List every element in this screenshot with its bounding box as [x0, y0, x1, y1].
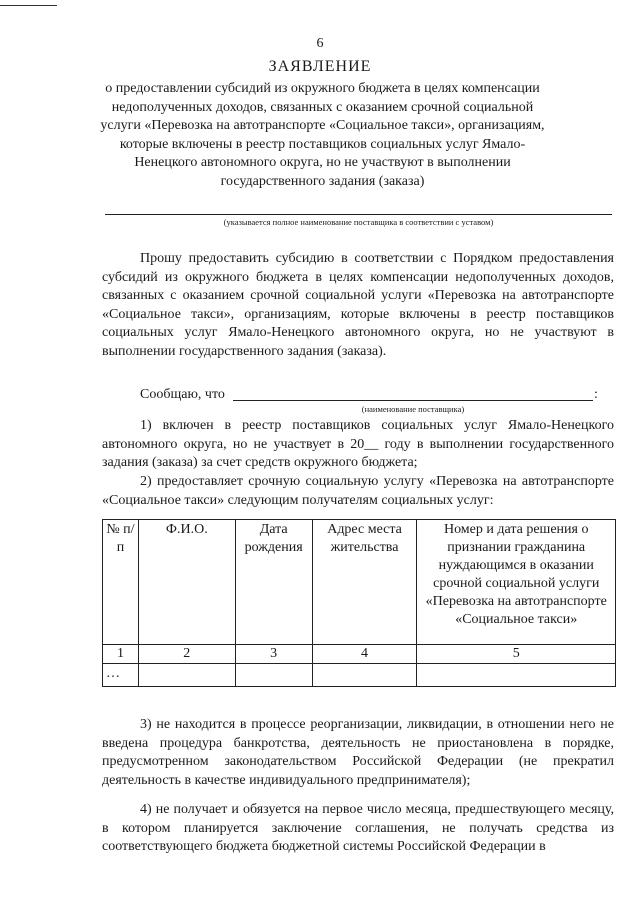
request-text: Прошу предоставить субсидию в соответствии с Порядком предоставления субсидий из окружного бюджета в целях компенсации недополученных доходов, связанных с оказанием срочной социальной услуги «Перевозка на автотранспорте «Социальное такси», организациям, которые включены в реестр поставщиков социальных услуг Ямало-Ненецкого автономного округа, но не участвуют в выполнении государственного задания (заказа). — [102, 251, 614, 359]
corner-mark — [0, 5, 57, 6]
table-cell — [138, 664, 235, 687]
document-title: ЗАЯВЛЕНИЕ — [268, 58, 372, 75]
recipients-table — [102, 519, 616, 687]
header-cell-decision: Номер и дата решения о признании гражданина нуждающимся в оказании срочной социальной услуги «Перевозка на автотранспорте «Социальное такси» — [417, 520, 616, 645]
table-cell: 5 — [417, 645, 616, 664]
document-subtitle: о предоставлении субсидий из окружного бюджета в целях компенсации недополученных доходов, связанных с оказанием срочной социальной услуги «Перевозка на автотранспорте «Социальное такси», организациям, которые включены в реестр поставщиков социальных услуг Ямало-Ненецкого автономного округа, но не участвуют в выполнении государственного задания (заказа) — [100, 81, 545, 189]
table-cell — [417, 664, 616, 687]
table-cell: … — [103, 664, 139, 687]
item-3 — [102, 716, 614, 790]
table-cell: 1 — [103, 645, 139, 664]
supplier-name-note: (указывается полное наименование поставщика в соответствии с уставом) — [223, 217, 494, 227]
table-cell: 4 — [312, 645, 417, 664]
item-4-text: 4) не получает и обязуется на первое число месяца, предшествующего месяцу, в котором планируется заключение соглашения, не получать средства из соответствующего бюджета бюджетной системы Российской Федерации в — [102, 802, 614, 854]
item-4 — [102, 801, 614, 857]
item-3-text: 3) не находится в процессе реорганизации, ликвидации, в отношении него не введена процедура банкротства, деятельность не приостановлена в порядке, предусмотренном законодательством Российской Федерации (не прекратил деятельность в качестве индивидуального предпринимателя); — [102, 717, 614, 788]
table-header-row — [103, 520, 616, 645]
supplier-name-line — [105, 214, 612, 215]
report-supplier-line — [233, 400, 593, 401]
header-cell-fio: Ф.И.О. — [138, 520, 235, 645]
table-row — [103, 664, 616, 687]
item-1 — [102, 417, 614, 473]
item-2 — [102, 473, 614, 510]
item-2-text: 2) предоставляет срочную социальную услугу «Перевозка на автотранспорте «Социальное такси» следующим получателям социальных услуг: — [102, 474, 614, 508]
header-cell-number: № п/п — [103, 520, 139, 645]
table-cell — [312, 664, 417, 687]
table-cell: 3 — [235, 645, 312, 664]
page-number: 6 — [316, 36, 324, 51]
header-cell-address: Адрес места жительства — [312, 520, 417, 645]
header-cell-birthdate: Дата рождения — [235, 520, 312, 645]
table-cell: 2 — [138, 645, 235, 664]
table-row — [103, 645, 616, 664]
request-paragraph — [102, 250, 614, 361]
report-prefix: Сообщаю, что — [140, 387, 225, 402]
table-cell — [235, 664, 312, 687]
report-suffix: : — [594, 387, 598, 402]
report-supplier-note: (наименование поставщика) — [361, 404, 465, 414]
item-1-text: 1) включен в реестр поставщиков социальных услуг Ямало-Ненецкого автономного округа, но не участвует в 20__ году в выполнении государственного задания (заказа) за счет средств окружного бюджета; — [102, 418, 614, 470]
